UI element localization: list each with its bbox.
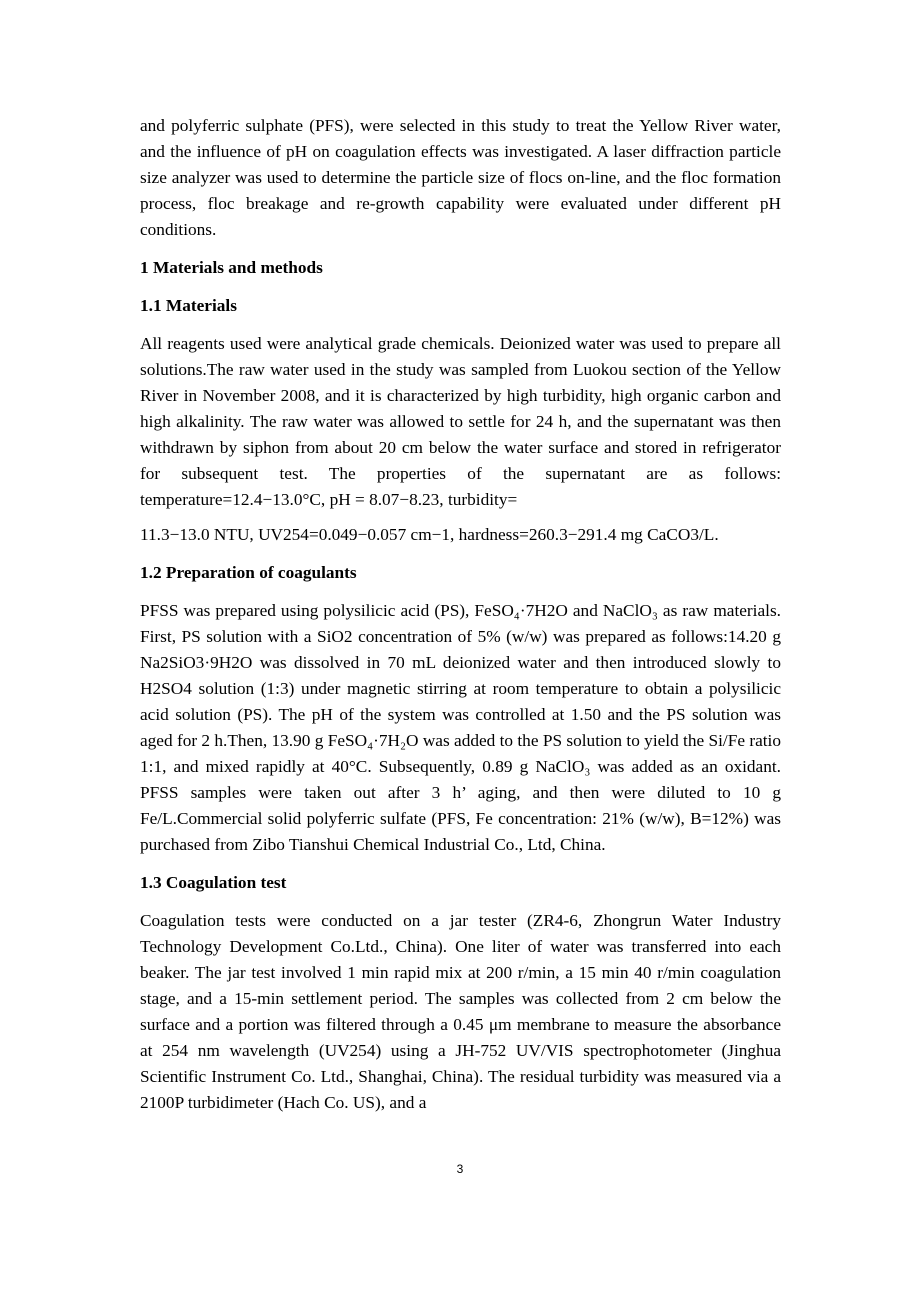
- preparation-paragraph: PFSS was prepared using polysilicic acid (PS), FeSO₄·7H2O and NaClO₃ as raw materials. First, PS solution with a SiO2 concentration of 5% (w/w) was prepared as follows:14.20 g Na2SiO3·9H2O was dissolved in 70 mL deionized water and then introduced slowly to H2SO4 solution (1:3) under magnetic stirring at room temperature to obtain a polysilicic acid solution (PS). The pH of the system was controlled at 1.50 and the PS solution was aged for 2 h.Then, 13.90 g FeSO₄·7H₂O was added to the PS solution to yield the Si/Fe ratio 1:1, and mixed rapidly at 40°C. Subsequently, 0.89 g NaClO₃ was added as an oxidant. PFSS samples were taken out after 3 h’ aging, and then were diluted to 10 g Fe/L.Commercial solid polyferric sulfate (PFS, Fe concentration: 21% (w/w), B=12%) was purchased from Zibo Tianshui Chemical Industrial Co., Ltd, China.: [140, 601, 781, 854]
- subsection-heading-materials: 1.1 Materials: [140, 296, 237, 315]
- subsection-heading-coagulation-test: 1.3 Coagulation test: [140, 873, 287, 892]
- page-number: 3: [456, 1162, 464, 1176]
- materials-paragraph: All reagents used were analytical grade chemicals. Deionized water was used to prepare all solutions.The raw water used in the study was sampled from Luokou section of the Yellow River in November 2008, and it is characterized by high turbidity, high organic carbon and high alkalinity. The raw water was allowed to settle for 24 h, and the supernatant was then withdrawn by siphon from about 20 cm below the water surface and stored in refrigerator for subsequent test. The properties of the supernatant are as follows: temperature=12.4−13.0°C, pH = 8.07−8.23, turbidity=: [140, 334, 781, 509]
- coagulation-paragraph: Coagulation tests were conducted on a jar tester (ZR4-6, Zhongrun Water Industry Technology Development Co.Ltd., China). One liter of water was transferred into each beaker. The jar test involved 1 min rapid mix at 200 r/min, a 15 min 40 r/min coagulation stage, and a 15-min settlement period. The samples was collected from 2 cm below the surface and a portion was filtered through a 0.45 μm membrane to measure the absorbance at 254 nm wavelength (UV254) using a JH-752 UV/VIS spectrophotometer (Jinghua Scientific Instrument Co. Ltd., Shanghai, China). The residual turbidity was measured via a 2100P turbidimeter (Hach Co. US), and a: [140, 911, 781, 1112]
- page-body: [140, 113, 781, 1116]
- materials-paragraph-continued: 11.3−13.0 NTU, UV254=0.049−0.057 cm−1, hardness=260.3−291.4 mg CaCO3/L.: [140, 525, 719, 544]
- subsection-heading-preparation: 1.2 Preparation of coagulants: [140, 563, 357, 582]
- intro-paragraph: and polyferric sulphate (PFS), were selected in this study to treat the Yellow River water, and the influence of pH on coagulation effects was investigated. A laser diffraction particle size analyzer was used to determine the particle size of flocs on-line, and the floc formation process, floc breakage and re-growth capability were evaluated under different pH conditions.: [140, 116, 781, 239]
- section-heading-materials-and-methods: 1 Materials and methods: [140, 258, 323, 277]
